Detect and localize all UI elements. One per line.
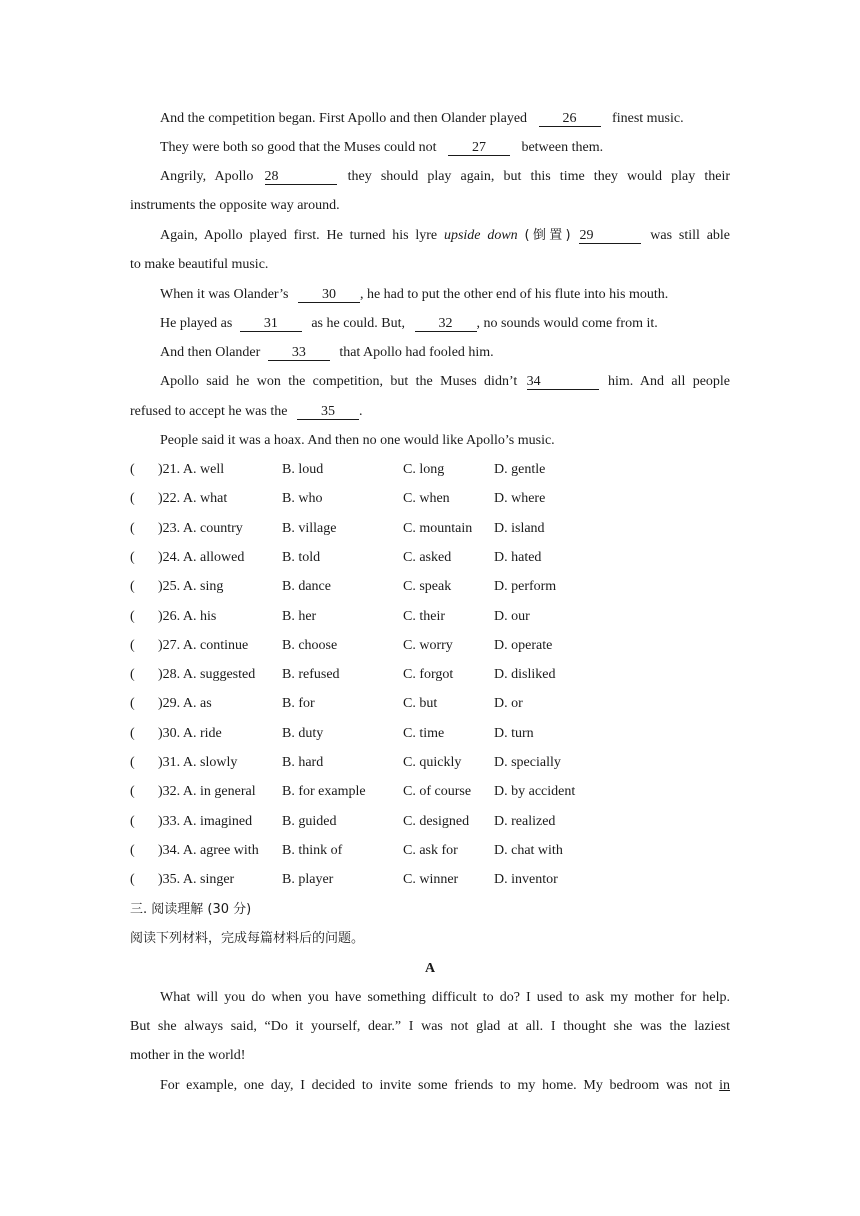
passage-line <box>160 110 730 128</box>
answer-paren[interactable]: ( <box>130 726 135 741</box>
option-c[interactable]: C. winner <box>403 872 459 887</box>
section-instruction: 阅读下列材料，完成每篇材料后的问题。 <box>130 931 365 946</box>
answer-paren[interactable]: ( <box>130 550 135 565</box>
blank-32[interactable]: 32 <box>415 316 477 332</box>
answer-paren[interactable]: ( <box>130 579 135 594</box>
blank-28[interactable]: 28 <box>265 169 337 185</box>
text: Again, Apollo played first. He turned his lyre <box>160 228 438 243</box>
option-c[interactable]: C. but <box>403 696 438 711</box>
option-a[interactable]: )31. A. slowly <box>158 755 238 770</box>
option-d[interactable]: D. perform <box>494 579 557 594</box>
option-d[interactable]: D. inventor <box>494 872 558 887</box>
option-a[interactable]: )29. A. as <box>158 696 212 711</box>
option-c[interactable]: C. mountain <box>403 521 473 536</box>
answer-paren[interactable]: ( <box>130 491 135 506</box>
question-row <box>130 813 730 831</box>
passage-line: People said it was a hoax. And then no one would like Apollo’s music. <box>160 433 555 448</box>
option-a[interactable]: )21. A. well <box>158 462 225 477</box>
answer-paren[interactable]: ( <box>130 462 135 477</box>
blank-30[interactable]: 30 <box>298 287 360 303</box>
text: finest music. <box>612 111 684 126</box>
option-d[interactable]: D. by accident <box>494 784 576 799</box>
text: . <box>358 404 363 419</box>
answer-paren[interactable]: ( <box>130 609 135 624</box>
text: Angrily, Apollo <box>160 169 254 184</box>
question-row <box>130 637 730 655</box>
text: Apollo said he won the competition, but the Muses didn’t <box>160 374 518 389</box>
option-c[interactable]: C. forgot <box>403 667 454 682</box>
text: They were both so good that the Muses could not <box>160 140 437 155</box>
option-a[interactable]: )35. A. singer <box>158 872 235 887</box>
blank-35[interactable]: 35 <box>297 404 359 420</box>
option-b[interactable]: B. player <box>282 872 334 887</box>
option-b[interactable]: B. think of <box>282 843 343 858</box>
question-row <box>130 608 730 626</box>
answer-paren[interactable]: ( <box>130 755 135 770</box>
option-c[interactable]: C. speak <box>403 579 452 594</box>
question-row <box>130 783 730 801</box>
option-b[interactable]: B. choose <box>282 638 338 653</box>
question-row <box>130 490 730 508</box>
option-b[interactable]: B. guided <box>282 814 337 829</box>
option-d[interactable]: D. gentle <box>494 462 546 477</box>
blank-33[interactable]: 33 <box>268 345 330 361</box>
option-a[interactable]: )33. A. imagined <box>158 814 253 829</box>
option-a[interactable]: )26. A. his <box>158 609 217 624</box>
text-italic: upside down <box>443 228 518 243</box>
text: (倒置) <box>524 228 571 243</box>
answer-paren[interactable]: ( <box>130 843 135 858</box>
option-d[interactable]: D. where <box>494 491 546 506</box>
option-a[interactable]: )23. A. country <box>158 521 243 536</box>
passage-line <box>160 373 730 391</box>
option-d[interactable]: D. chat with <box>494 843 563 858</box>
option-c[interactable]: C. designed <box>403 814 470 829</box>
text: him. And all people <box>608 374 731 389</box>
text: as he could. But, <box>311 316 406 331</box>
option-b[interactable]: B. who <box>282 491 323 506</box>
option-d[interactable]: D. disliked <box>494 667 556 682</box>
answer-paren[interactable]: ( <box>130 784 135 799</box>
text: And the competition began. First Apollo and then Olander played <box>160 111 528 126</box>
passage-line <box>160 1077 730 1095</box>
question-row <box>130 666 730 684</box>
question-row <box>130 520 730 538</box>
option-a[interactable]: )22. A. what <box>158 491 228 506</box>
text: For example, one day, I decided to invite some friends to my home. My bedroom was not <box>160 1078 713 1093</box>
option-b[interactable]: B. duty <box>282 726 324 741</box>
passage-line <box>160 227 730 245</box>
question-row <box>130 754 730 772</box>
option-d[interactable]: D. hated <box>494 550 542 565</box>
option-c[interactable]: C. worry <box>403 638 453 653</box>
answer-paren[interactable]: ( <box>130 696 135 711</box>
question-row <box>130 549 730 567</box>
option-c[interactable]: C. long <box>403 462 445 477</box>
passage-line: mother in the world! <box>130 1048 246 1063</box>
option-b[interactable]: B. for example <box>282 784 366 799</box>
text: He played as <box>160 316 233 331</box>
passage-line: instruments the opposite way around. <box>130 198 340 213</box>
passage-line <box>160 344 730 362</box>
option-c[interactable]: C. their <box>403 609 445 624</box>
option-d[interactable]: D. operate <box>494 638 553 653</box>
option-a[interactable]: )27. A. continue <box>158 638 249 653</box>
option-c[interactable]: C. of course <box>403 784 472 799</box>
text: refused to accept he was the <box>130 404 288 419</box>
part-title: A <box>424 961 436 976</box>
underlined-word: in <box>719 1078 731 1093</box>
text: , he had to put the other end of his flute into his mouth. <box>359 287 669 302</box>
blank-31[interactable]: 31 <box>240 316 302 332</box>
passage-line: But she always said, “Do it yourself, dear.” I was not glad at all. I thought she was the laziest <box>130 1019 730 1034</box>
option-d[interactable]: D. island <box>494 521 545 536</box>
text: between them. <box>521 140 604 155</box>
answer-paren[interactable]: ( <box>130 521 135 536</box>
option-d[interactable]: D. turn <box>494 726 534 741</box>
question-row <box>130 725 730 743</box>
blank-27[interactable]: 27 <box>448 140 510 156</box>
passage-line <box>130 403 730 421</box>
option-c[interactable]: C. ask for <box>403 843 458 858</box>
passage-line <box>160 315 730 333</box>
option-c[interactable]: C. when <box>403 491 450 506</box>
option-a[interactable]: )24. A. allowed <box>158 550 245 565</box>
blank-26[interactable]: 26 <box>539 111 601 127</box>
text: When it was Olander’s <box>160 287 289 302</box>
option-c[interactable]: C. quickly <box>403 755 462 770</box>
passage-line <box>160 168 730 186</box>
question-row <box>130 461 730 479</box>
option-d[interactable]: D. or <box>494 696 523 711</box>
passage-line <box>160 139 730 157</box>
text: And then Olander <box>160 345 261 360</box>
option-b[interactable]: B. for <box>282 696 315 711</box>
passage-line <box>160 286 730 304</box>
option-a[interactable]: )32. A. in general <box>158 784 256 799</box>
option-c[interactable]: C. time <box>403 726 445 741</box>
answer-paren[interactable]: ( <box>130 872 135 887</box>
option-b[interactable]: B. hard <box>282 755 324 770</box>
blank-29[interactable]: 29 <box>579 228 641 244</box>
option-c[interactable]: C. asked <box>403 550 452 565</box>
section-heading: 三. 阅读理解 (30 分) <box>130 902 252 917</box>
answer-paren[interactable]: ( <box>130 638 135 653</box>
option-b[interactable]: B. village <box>282 521 337 536</box>
answer-paren[interactable]: ( <box>130 814 135 829</box>
option-a[interactable]: )34. A. agree with <box>158 843 259 858</box>
question-row <box>130 578 730 596</box>
option-a[interactable]: )30. A. ride <box>158 726 222 741</box>
blank-34[interactable]: 34 <box>527 374 599 390</box>
text: was still able <box>650 228 731 243</box>
option-a[interactable]: )25. A. sing <box>158 579 224 594</box>
question-row <box>130 695 730 713</box>
option-b[interactable]: B. dance <box>282 579 331 594</box>
passage-line: to make beautiful music. <box>130 257 269 272</box>
text: , no sounds would come from it. <box>476 316 658 331</box>
passage-line: What will you do when you have something difficult to do? I used to ask my mother for help. <box>160 990 730 1005</box>
option-b[interactable]: B. told <box>282 550 321 565</box>
answer-paren[interactable]: ( <box>130 667 135 682</box>
option-b[interactable]: B. refused <box>282 667 340 682</box>
option-d[interactable]: D. realized <box>494 814 556 829</box>
option-b[interactable]: B. her <box>282 609 317 624</box>
option-a[interactable]: )28. A. suggested <box>158 667 256 682</box>
text: that Apollo had fooled him. <box>339 345 494 360</box>
question-row <box>130 871 730 889</box>
text: they should play again, but this time they would play their <box>347 169 731 184</box>
option-d[interactable]: D. our <box>494 609 530 624</box>
option-b[interactable]: B. loud <box>282 462 324 477</box>
question-row <box>130 842 730 860</box>
option-d[interactable]: D. specially <box>494 755 561 770</box>
